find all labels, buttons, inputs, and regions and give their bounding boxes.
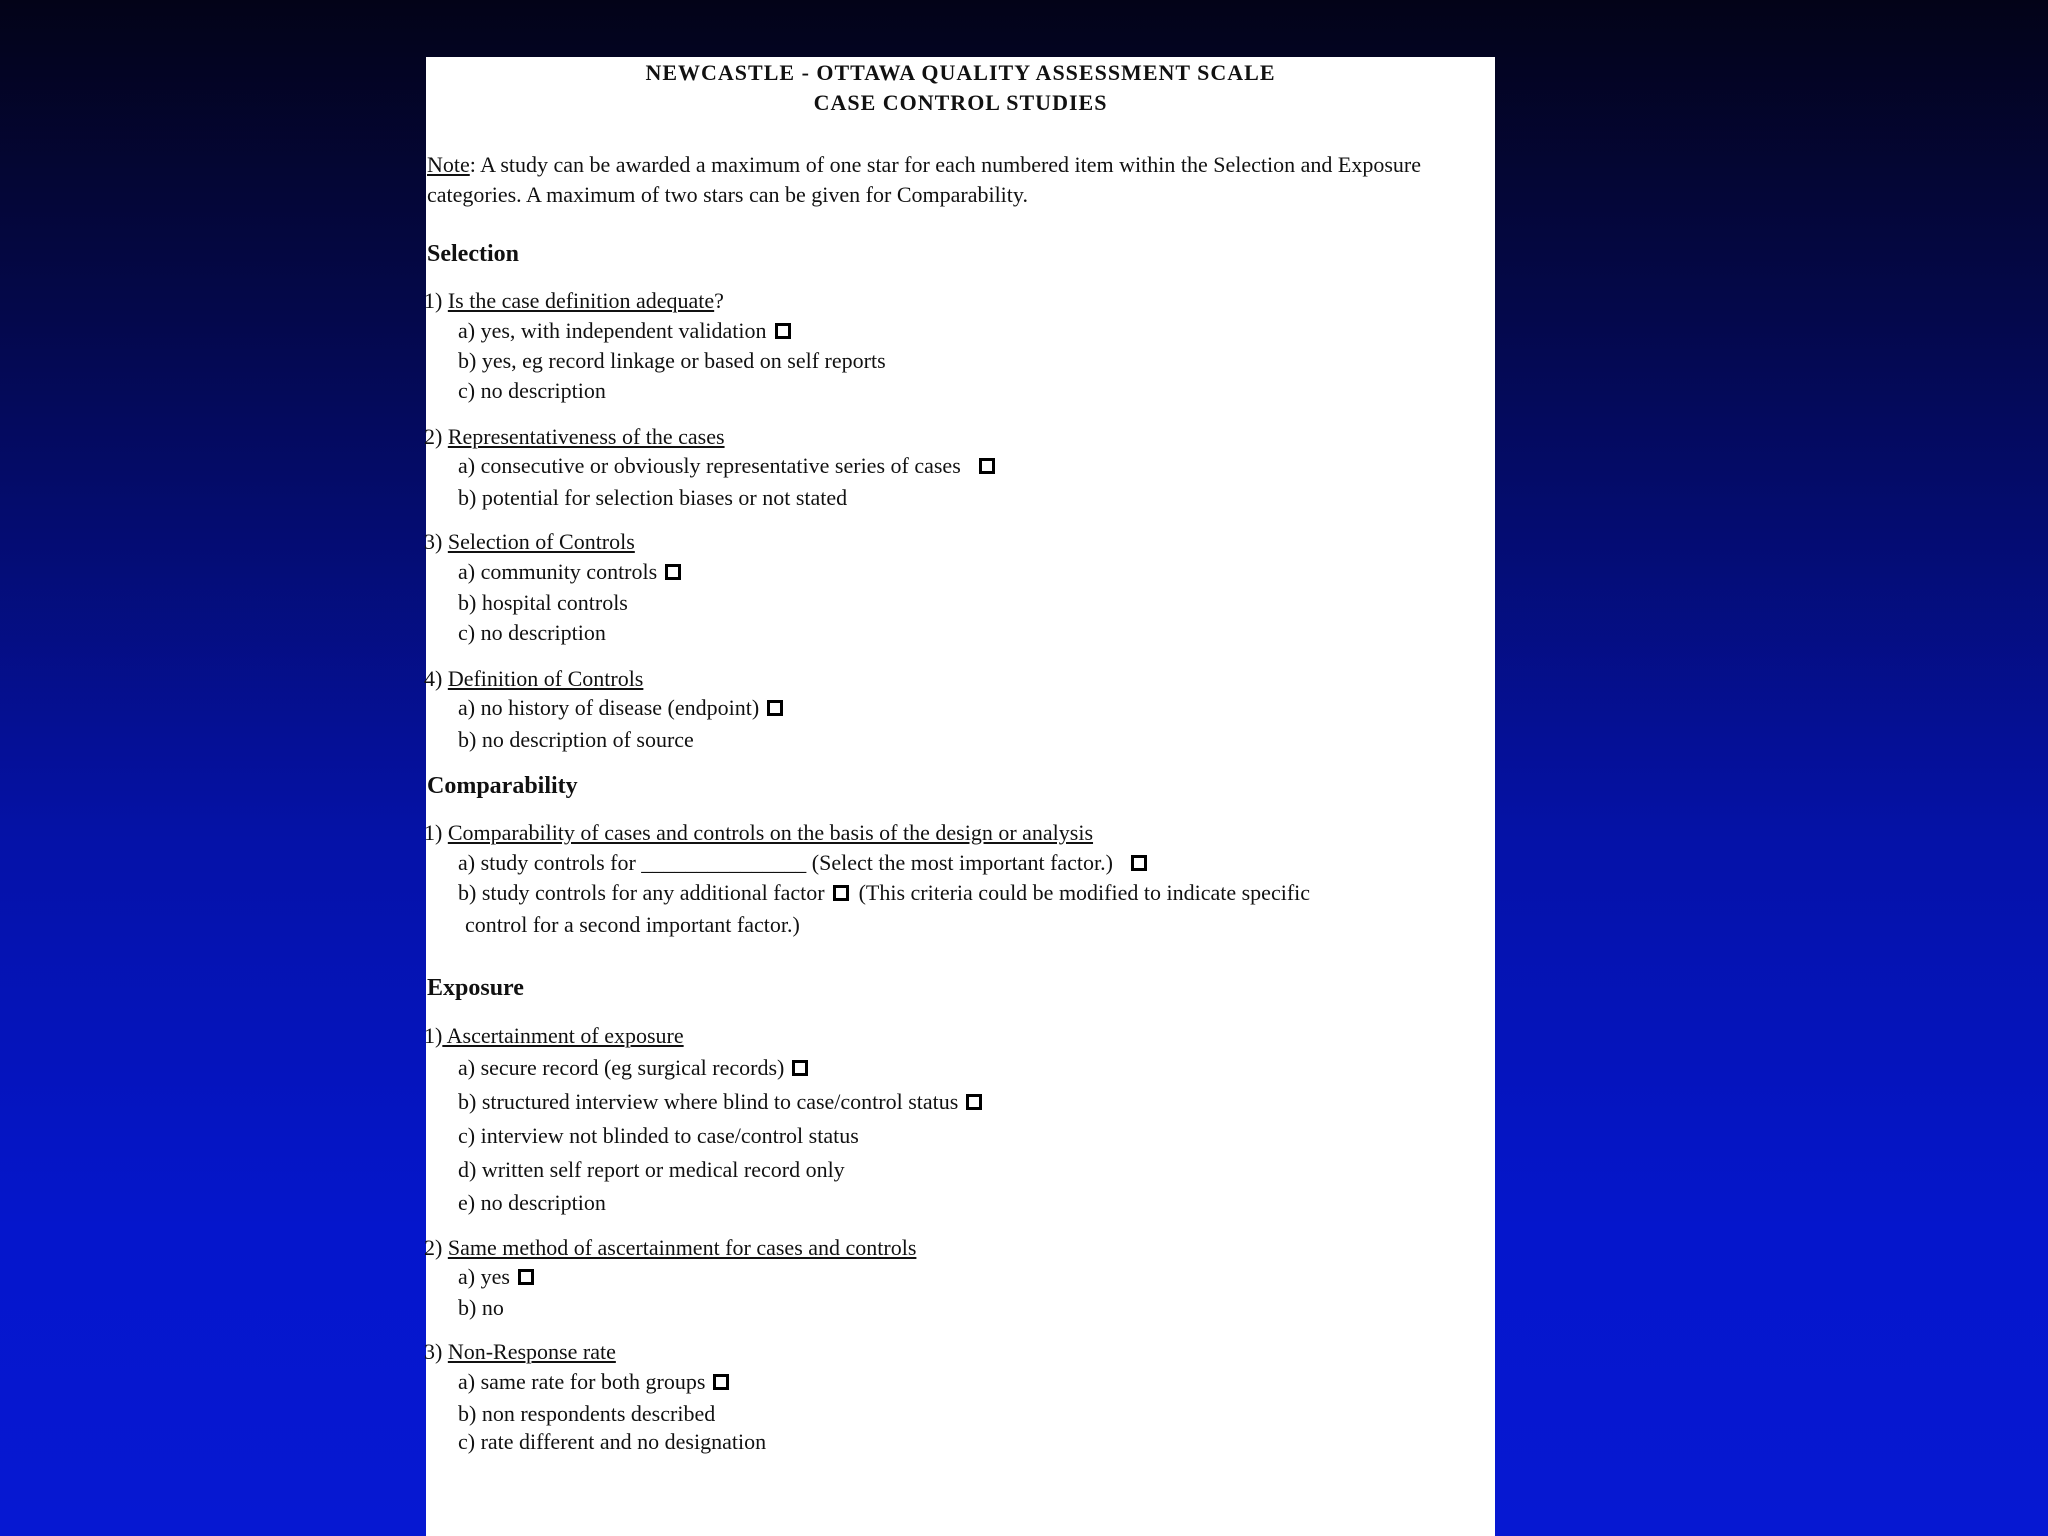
- question-text: Selection of Controls: [447, 529, 635, 554]
- option-selection-2a: a) consecutive or obviously representative series of cases: [458, 453, 999, 479]
- note-label: Note: [427, 152, 470, 177]
- option-exposure-2b: b) no: [458, 1295, 504, 1320]
- question-number: 3): [424, 529, 448, 554]
- question-number: 1): [424, 1023, 443, 1048]
- option-exposure-3c: c) rate different and no designation: [458, 1429, 767, 1454]
- question-selection-1: [424, 288, 724, 314]
- question-suffix: ?: [714, 288, 724, 313]
- document-page: [426, 57, 1495, 1536]
- option-selection-1b: b) yes, eg record linkage or based on self reports: [458, 348, 886, 373]
- question-text: Ascertainment of exposure: [442, 1023, 684, 1048]
- option-selection-1c: c) no description: [458, 378, 606, 403]
- star-box-icon: [767, 700, 783, 716]
- option-exposure-1a: a) secure record (eg surgical records): [458, 1055, 812, 1081]
- title-line-2: CASE CONTROL STUDIES: [813, 90, 1108, 115]
- question-text: Representativeness of the cases: [447, 424, 725, 449]
- question-selection-3: [424, 529, 635, 555]
- option-selection-3c: c) no description: [458, 620, 606, 645]
- question-selection-2: [424, 424, 725, 450]
- star-box-icon: [966, 1094, 982, 1110]
- section-heading-comparability: Comparability: [427, 773, 578, 799]
- option-selection-2b: b) potential for selection biases or not stated: [458, 485, 848, 510]
- question-exposure-3: [424, 1339, 616, 1365]
- question-text: Same method of ascertainment for cases and controls: [447, 1235, 917, 1260]
- question-number: 2): [424, 424, 448, 449]
- option-exposure-3b: b) non respondents described: [458, 1401, 716, 1426]
- question-number: 4): [424, 666, 448, 691]
- option-selection-3b: b) hospital controls: [458, 590, 628, 615]
- section-heading-exposure: Exposure: [427, 975, 524, 1001]
- question-exposure-1: [424, 1023, 684, 1049]
- option-selection-4a: a) no history of disease (endpoint): [458, 695, 787, 721]
- option-selection-4b: b) no description of source: [458, 727, 694, 752]
- star-box-icon: [1131, 855, 1147, 871]
- question-number: 1): [424, 288, 448, 313]
- title-line-1: NEWCASTLE - OTTAWA QUALITY ASSESSMENT SCALE: [645, 60, 1276, 85]
- question-text: Non-Response rate: [447, 1339, 616, 1364]
- question-text: Definition of Controls: [447, 666, 644, 691]
- option-exposure-1c: c) interview not blinded to case/control status: [458, 1123, 859, 1148]
- option-exposure-3a: a) same rate for both groups: [458, 1369, 733, 1395]
- star-box-icon: [833, 885, 849, 901]
- note-paragraph: [427, 150, 1487, 210]
- star-box-icon: [775, 323, 791, 339]
- question-comparability-1: [424, 820, 1093, 846]
- question-selection-4: [424, 666, 643, 692]
- question-number: 1): [424, 820, 448, 845]
- question-number: 2): [424, 1235, 448, 1260]
- question-number: 3): [424, 1339, 448, 1364]
- star-box-icon: [792, 1060, 808, 1076]
- option-comparability-1b: b) study controls for any additional factor (This criteria could be modified to indicate specific: [458, 880, 1311, 905]
- star-box-icon: [665, 564, 681, 580]
- question-exposure-2: [424, 1235, 916, 1261]
- option-exposure-2a: a) yes: [458, 1264, 538, 1290]
- question-text: Is the case definition adequate: [447, 288, 715, 313]
- star-box-icon: [979, 458, 995, 474]
- option-exposure-1d: d) written self report or medical record only: [458, 1157, 845, 1182]
- option-selection-1a: a) yes, with independent validation: [458, 318, 795, 344]
- star-box-icon: [713, 1374, 729, 1390]
- star-box-icon: [518, 1269, 534, 1285]
- note-text: : A study can be awarded a maximum of one star for each numbered item within the Selection and Exposure categories. A maximum of two stars can be given for Comparability.: [427, 152, 1421, 207]
- option-comparability-1a: a) study controls for _______________ (Select the most important factor.): [458, 850, 1151, 876]
- question-text: Comparability of cases and controls on the basis of the design or analysis: [447, 820, 1094, 845]
- option-comparability-1b-continued: control for a second important factor.): [465, 912, 800, 937]
- section-heading-selection: Selection: [427, 241, 519, 267]
- option-selection-3a: a) community controls: [458, 559, 685, 585]
- option-exposure-1e: e) no description: [458, 1190, 606, 1215]
- option-exposure-1b: b) structured interview where blind to case/control status: [458, 1089, 986, 1115]
